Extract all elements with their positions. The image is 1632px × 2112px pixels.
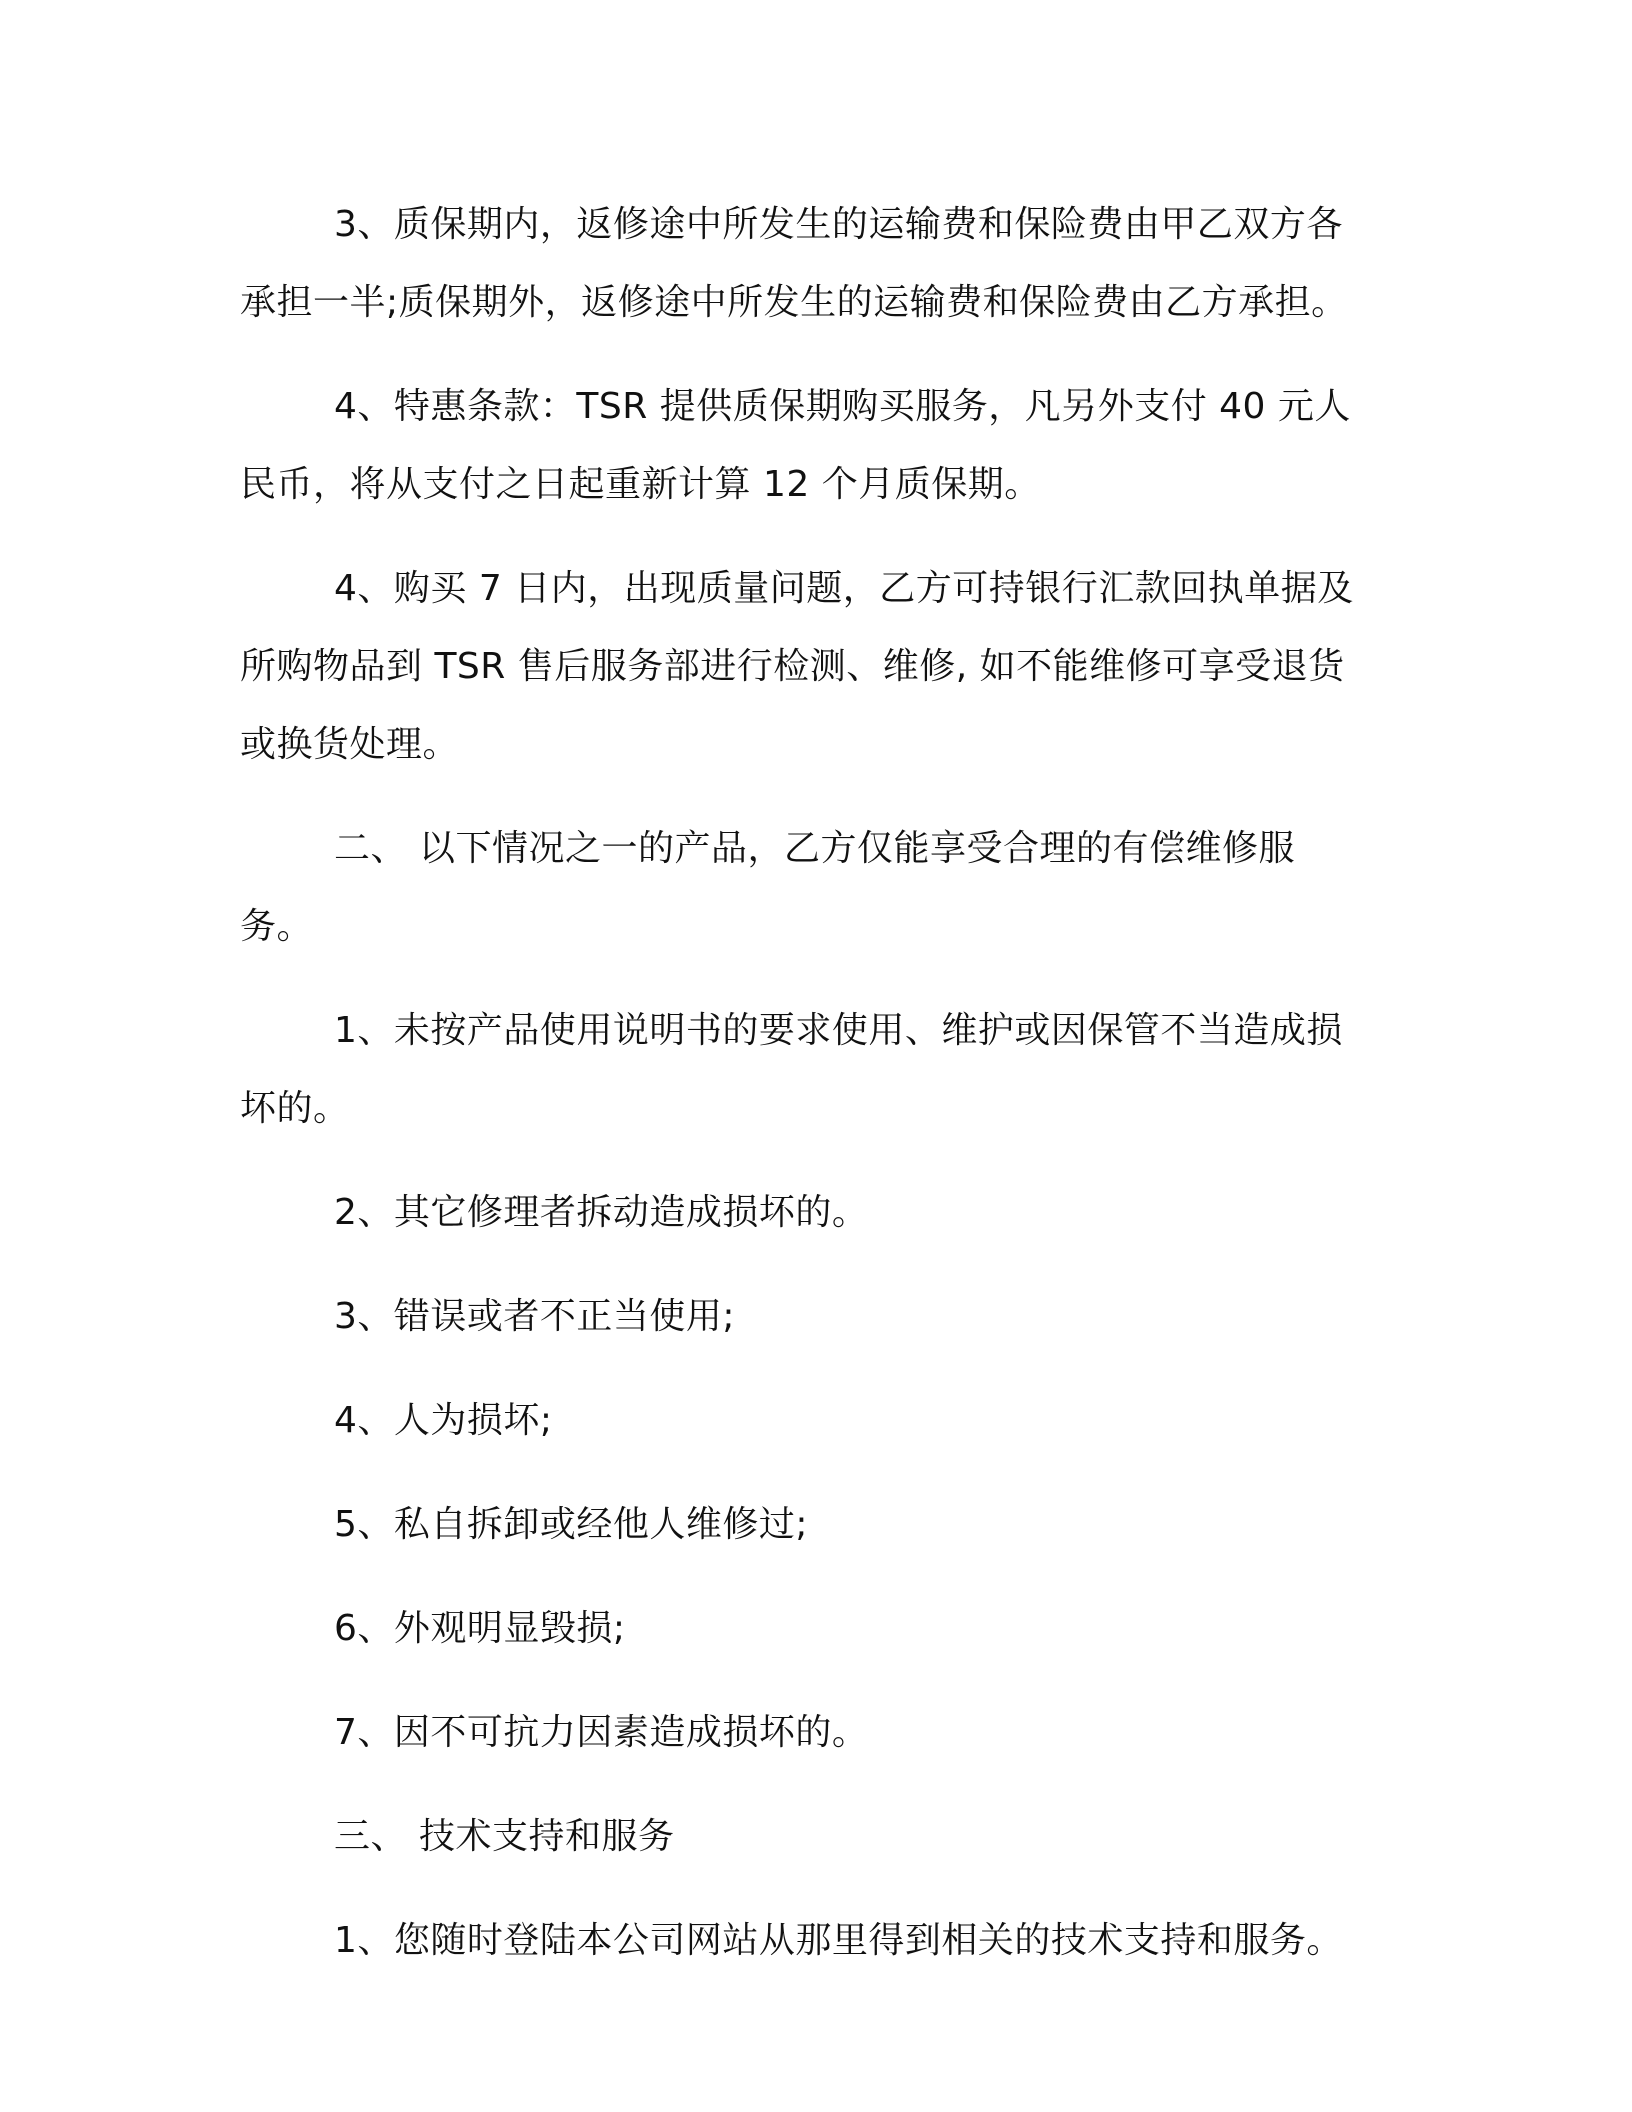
- section-2-heading: 二、 以下情况之一的产品，乙方仅能享受合理的有偿维修服务。: [240, 828, 1295, 947]
- list-item-2: 2、其它修理者拆动造成损坏的。: [334, 1192, 869, 1233]
- list-item-3: 3、错误或者不正当使用;: [334, 1296, 736, 1337]
- list-item-4: 4、人为损坏;: [334, 1400, 553, 1441]
- support-item-1: 1、您随时登陆本公司网站从那里得到相关的技术支持和服务。: [334, 1920, 1343, 1961]
- clause-4-seven-day-return: 4、购买 7 日内，出现质量问题，乙方可持银行汇款回执单据及所购物品到 TSR 售后服务部进行检测、维修, 如不能维修可享受退货或换货处理。: [240, 568, 1354, 765]
- list-item-7: 7、因不可抗力因素造成损坏的。: [334, 1712, 869, 1753]
- list-item-6: 6、外观明显毁损;: [334, 1608, 626, 1649]
- section-3-heading: 三、 技术支持和服务: [334, 1816, 675, 1857]
- clause-3-shipping-costs: 3、质保期内，返修途中所发生的运输费和保险费由甲乙双方各承担一半;质保期外，返修途中所发生的运输费和保险费由乙方承担。: [240, 204, 1348, 323]
- clause-4-special-terms: 4、特惠条款：TSR 提供质保期购买服务，凡另外支付 40 元人民币，将从支付之日起重新计算 12 个月质保期。: [240, 386, 1351, 505]
- list-item-1: 1、未按产品使用说明书的要求使用、维护或因保管不当造成损坏的。: [240, 1010, 1343, 1129]
- document-body: [240, 186, 1360, 2006]
- list-item-5: 5、私自拆卸或经他人维修过;: [334, 1504, 809, 1545]
